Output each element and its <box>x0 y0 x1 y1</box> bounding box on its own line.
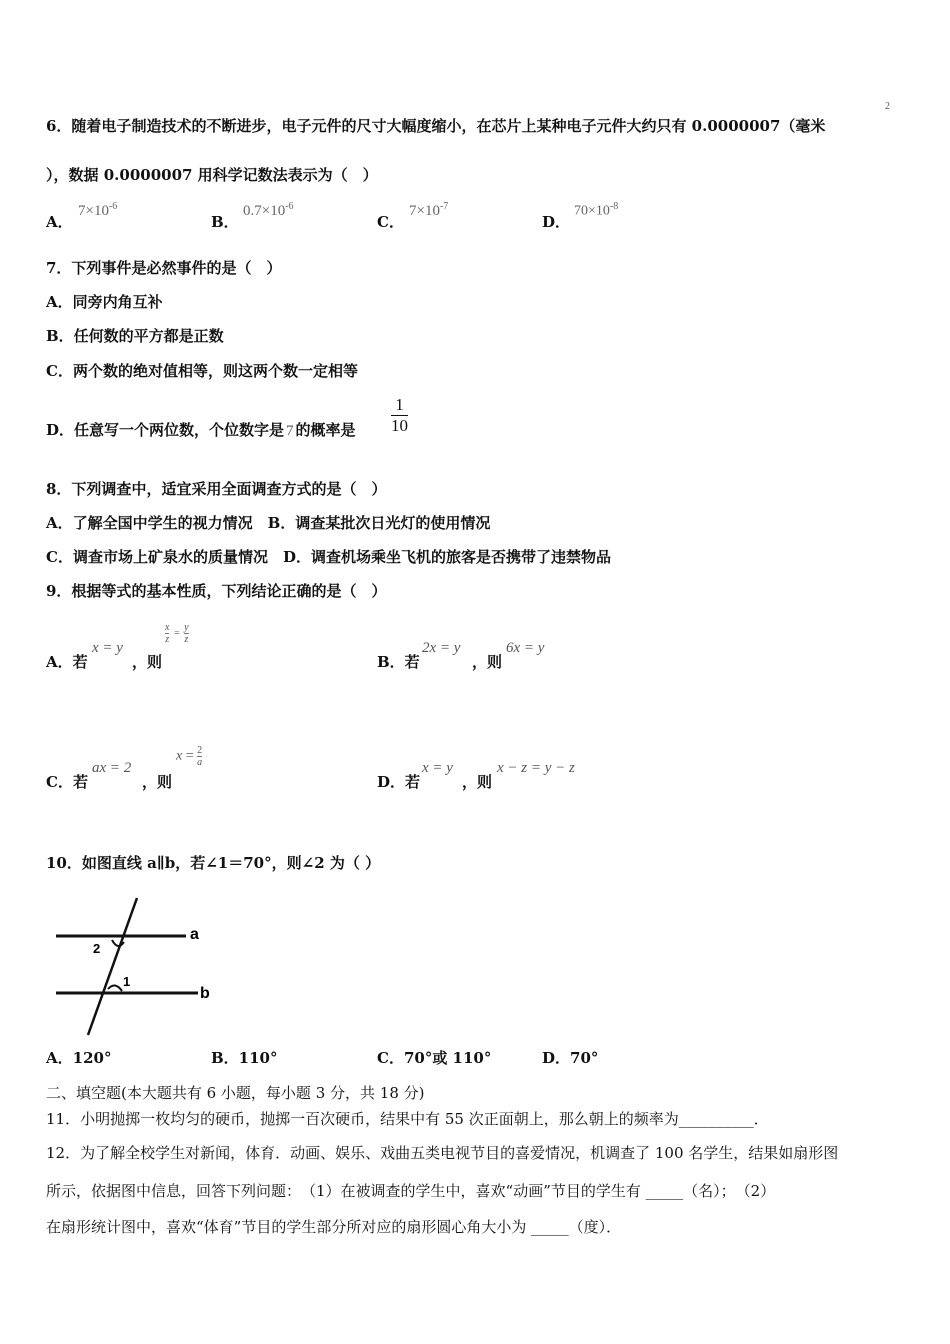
q7-option-a: A．同旁内角互补 <box>46 293 163 311</box>
q6-option-b-label: B． <box>211 213 239 231</box>
q7-stem: 7．下列事件是必然事件的是（ ） <box>46 259 282 277</box>
q6-option-a-label: A． <box>46 213 73 231</box>
q7-option-d-text: D．任意写一个两位数，个位数字是 7 的概率是 <box>46 421 356 439</box>
q9-a-label: A．若 <box>46 653 88 671</box>
q9-b-condition: 2x = y <box>422 640 461 656</box>
q7-option-c: C．两个数的绝对值相等，则这两个数一定相等 <box>46 362 358 380</box>
q12-line1: 12．为了解全校学生对新闻，体育．动画、娱乐、戏曲五类电视节目的喜爱情况，机调查了 100 名学生，结果如扇形图 <box>46 1144 839 1162</box>
q8-options-ab: A．了解全国中学生的视力情况 B．调查某批次日光灯的使用情况 <box>46 514 491 532</box>
q6-option-d-label: D． <box>542 213 571 231</box>
q7-option-b: B．任何数的平方都是正数 <box>46 327 224 345</box>
parallel-lines-figure <box>50 895 220 1040</box>
q6-option-c-label: C． <box>377 213 404 231</box>
label-1: 1 <box>123 974 131 989</box>
q6-option-c-value: $7\times 10^{-7}$ <box>409 201 449 219</box>
q9-b-then: ，则 <box>472 653 503 671</box>
q6-option-d-value: $70\times 10^{-8}$ <box>574 201 619 219</box>
q9-d-condition: x = y <box>422 760 453 776</box>
q9-stem: 9．根据等式的基本性质，下列结论正确的是（ ） <box>46 582 387 600</box>
label-b: b <box>200 985 210 1002</box>
angle-1-arc <box>108 985 122 991</box>
q12-line2: 所示，依据图中信息，回答下列问题： （1）在被调查的学生中，喜欢“动画”节目的学生有 _____（名）； （2） <box>46 1182 776 1200</box>
q8-options-cd: C．调查市场上矿泉水的质量情况 D．调查机场乘坐飞机的旅客是否携带了违禁物品 <box>46 548 611 566</box>
q7-option-d-fraction: $\frac{1}{10}$ <box>391 395 408 435</box>
q9-c-then: ，则 <box>142 773 173 791</box>
q10-option-a: A．120° <box>46 1049 112 1067</box>
q6-option-a-value: $7\times 10^{-6}$ <box>78 201 118 219</box>
q9-a-then: ，则 <box>132 653 163 671</box>
q9-d-then: ，则 <box>462 773 493 791</box>
section-heading: 二、填空题(本大题共有 6 小题，每小题 3 分，共 18 分) <box>46 1084 425 1102</box>
q9-d-result: x − z = y − z <box>497 760 575 776</box>
transversal <box>88 898 137 1035</box>
q9-c-label: C．若 <box>46 773 88 791</box>
q9-b-label: B．若 <box>377 653 420 671</box>
q10-option-c: C．70°或 110° <box>377 1049 492 1067</box>
label-a: a <box>190 926 199 943</box>
q6-option-b-value: $0.7\times 10^{-6}$ <box>243 201 294 219</box>
q11: 11．小明抛掷一枚均匀的硬币，抛掷一百次硬币，结果中有 55 次正面朝上，那么朝上的频率为__________． <box>46 1110 769 1128</box>
q6-stem-line2: ），数据 0.0000007 用科学记数法表示为（ ） <box>46 166 378 184</box>
page-number: 2 <box>885 101 890 112</box>
q9-d-label: D．若 <box>377 773 421 791</box>
q10-option-d: D．70° <box>542 1049 599 1067</box>
q9-a-result: $\frac{x}{z}$ = $\frac{y}{z}$ <box>165 622 189 645</box>
q10-option-b: B．110° <box>211 1049 278 1067</box>
q9-c-condition: ax = 2 <box>92 760 132 776</box>
q8-stem: 8．下列调查中，适宜采用全面调查方式的是（ ） <box>46 480 387 498</box>
q12-line3: 在扇形统计图中，喜欢“体育”节目的学生部分所对应的扇形圆心角大小为 _____（度）． <box>46 1218 622 1236</box>
q9-b-result: 6x = y <box>506 640 545 656</box>
q9-a-condition: x = y <box>92 640 123 656</box>
q10-stem: 10．如图直线 a∥b，若∠1＝70°，则∠2 为（ ） <box>46 854 381 872</box>
label-2: 2 <box>93 941 101 956</box>
q9-c-result: x = $\frac{2}{a}$ <box>176 745 203 768</box>
q6-stem-line1: 6．随着电子制造技术的不断进步，电子元件的尺寸大幅度缩小，在芯片上某种电子元件大约只有 0.0000007（毫米 <box>46 117 826 135</box>
